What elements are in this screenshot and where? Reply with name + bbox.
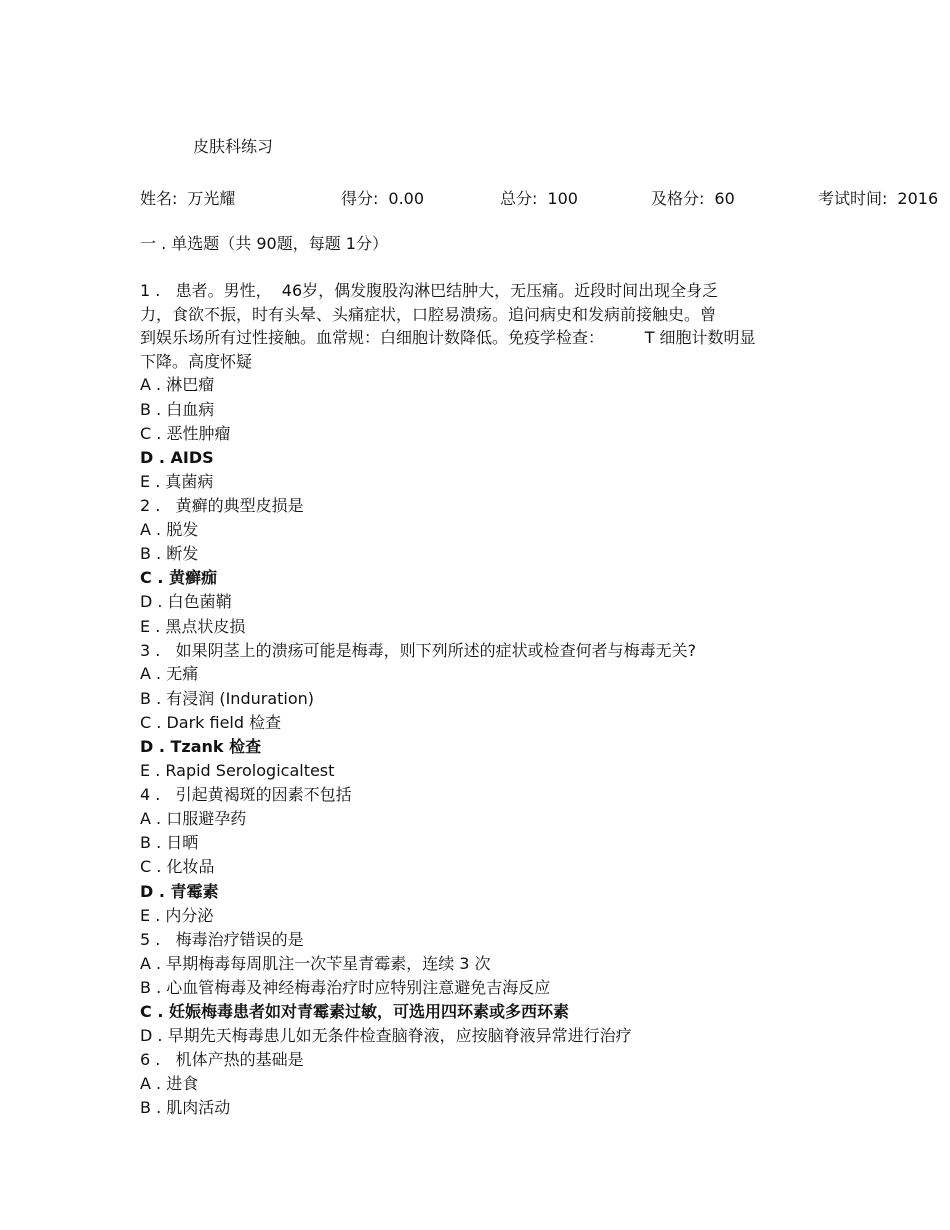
question-stem-line: [140, 303, 820, 327]
option-letter: D: [140, 881, 154, 901]
pass-label: 及格分:: [651, 189, 705, 208]
question-stem-line: [140, 928, 820, 952]
option-text: 脱发: [166, 519, 199, 539]
question-stem-line: [140, 279, 820, 303]
option-letter: A: [140, 664, 151, 684]
option-text: 黑点状皮损: [165, 616, 246, 636]
answer-option: A . 无痛: [140, 664, 199, 684]
answer-option: B . 有浸润 (Induration): [140, 688, 315, 708]
answer-option: E . Rapid Serologicaltest: [140, 761, 335, 781]
option-letter: E: [140, 472, 151, 492]
option-letter: B: [140, 977, 151, 997]
answer-option: B . 白血病: [140, 399, 215, 419]
question-block: [140, 494, 820, 639]
question-list: [140, 279, 820, 1120]
section-title: 一 . 单选题（共 90题，每题 1分）: [140, 234, 388, 253]
option-letter: D: [140, 447, 154, 467]
option-letter: B: [140, 688, 151, 708]
option-text: 内分泌: [165, 905, 214, 925]
option-letter: C: [140, 857, 152, 877]
option-letter: D: [140, 592, 153, 612]
option-text: Tzank 检查: [170, 737, 262, 756]
option-text: 口服避孕药: [166, 808, 247, 828]
question-stem-text: 如果阴茎上的溃疡可能是梅毒，则下列所述的症状或检查何者与梅毒无关?: [175, 640, 697, 660]
name-info: [140, 188, 235, 210]
answer-option: D . 早期先天梅毒患儿如无条件检查脑脊液，应按脑脊液异常进行治疗: [140, 1026, 632, 1046]
question-number: 5 .: [140, 929, 161, 949]
option-text: 心血管梅毒及神经梅毒治疗时应特别注意避免吉海反应: [166, 977, 551, 997]
question-block: [140, 279, 820, 494]
pass-info: [651, 188, 735, 210]
option-letter: C: [140, 712, 152, 732]
option-text: 断发: [166, 544, 199, 564]
option-text: 早期梅毒每周肌注一次苄星青霉素，连续 3 次: [166, 953, 491, 973]
question-stem-text: 力，食欲不振，时有头晕、头痛症状，口腔易溃疡。追问病史和发病前接触史。曾: [140, 304, 717, 324]
answer-option: D . AIDS: [140, 447, 214, 467]
option-letter: D: [140, 1026, 153, 1046]
question-stem-text: 到娱乐场所有过性接触。血常规：白细胞计数降低。免疫学检查： T 细胞计数明显: [140, 328, 756, 348]
option-text: 有浸润 (Induration): [166, 688, 315, 708]
question-stem-text: 患者。男性， 46岁，偶发腹股沟淋巴结肿大，无压痛。近段时间出现全身乏: [175, 281, 719, 300]
option-text: 日晒: [166, 833, 199, 853]
question-block: [140, 783, 820, 928]
question-stem-line: [140, 494, 820, 518]
option-letter: B: [140, 833, 151, 853]
question-stem-text: 机体产热的基础是: [175, 1050, 304, 1070]
time-info: [818, 188, 938, 210]
total-info: [500, 188, 578, 210]
question-number: 6 .: [140, 1050, 161, 1070]
option-letter: E: [140, 905, 151, 925]
answer-option: A . 进食: [140, 1073, 199, 1093]
name-value: 万光耀: [187, 189, 236, 208]
question-stem-line: [140, 1048, 820, 1072]
total-label: 总分:: [500, 189, 538, 208]
question-stem-text: 引起黄褐斑的因素不包括: [175, 785, 352, 805]
total-value: 100: [547, 189, 578, 208]
answer-option: C . 恶性肿瘤: [140, 423, 231, 443]
option-text: 进食: [166, 1073, 199, 1093]
option-letter: C: [140, 568, 152, 588]
option-text: 淋巴瘤: [166, 375, 215, 395]
option-letter: B: [140, 399, 151, 419]
option-text: 无痛: [166, 664, 199, 684]
option-letter: A: [140, 808, 151, 828]
option-text: 黄癣痂: [168, 568, 217, 588]
option-letter: C: [140, 423, 152, 443]
option-text: 真菌病: [165, 472, 214, 492]
option-letter: B: [140, 544, 151, 564]
option-letter: A: [140, 953, 151, 973]
option-text: 妊娠梅毒患者如对青霉素过敏，可选用四环素或多西环素: [168, 1001, 569, 1021]
answer-option: E . 真菌病: [140, 472, 214, 492]
option-letter: A: [140, 519, 151, 539]
answer-option: A . 早期梅毒每周肌注一次苄星青霉素，连续 3 次: [140, 953, 491, 973]
question-stem-text: 下降。高度怀疑: [140, 351, 253, 371]
option-letter: B: [140, 1098, 151, 1118]
answer-option: A . 脱发: [140, 519, 199, 539]
option-text: Rapid Serologicaltest: [165, 761, 335, 781]
answer-option: E . 内分泌: [140, 905, 214, 925]
option-text: 白血病: [166, 399, 215, 419]
option-text: AIDS: [170, 447, 214, 467]
question-number: 2 .: [140, 496, 161, 516]
time-value: 2016: [897, 189, 939, 208]
option-text: 化妆品: [166, 857, 215, 877]
question-block: [140, 1048, 820, 1120]
option-text: Dark field 检查: [166, 712, 282, 732]
answer-option: A . 口服避孕药: [140, 808, 247, 828]
question-number: 4 .: [140, 785, 161, 805]
option-letter: A: [140, 1073, 151, 1093]
answer-option: A . 淋巴瘤: [140, 375, 215, 395]
answer-option: B . 断发: [140, 544, 199, 564]
answer-option: B . 肌肉活动: [140, 1098, 231, 1118]
option-letter: C: [140, 1001, 152, 1021]
option-letter: E: [140, 761, 151, 781]
option-letter: D: [140, 737, 154, 756]
question-block: [140, 928, 820, 1048]
question-stem-line: [140, 350, 820, 374]
score-label: 得分:: [341, 189, 379, 208]
score-value: 0.00: [388, 189, 425, 208]
answer-option: B . 日晒: [140, 833, 199, 853]
answer-option: C . 化妆品: [140, 857, 215, 877]
question-stem-line: [140, 783, 820, 807]
answer-option: C . Dark field 检查: [140, 712, 282, 732]
time-label: 考试时间:: [818, 189, 888, 208]
page-title: 皮肤科练习: [193, 137, 274, 156]
question-stem-line: [140, 639, 820, 663]
question-block: [140, 639, 820, 784]
answer-option: E . 黑点状皮损: [140, 616, 246, 636]
exam-info-row: [0, 188, 950, 210]
question-number: 1 .: [140, 281, 161, 300]
answer-option: D . Tzank 检查: [140, 737, 262, 756]
question-stem-line: [140, 326, 820, 350]
option-letter: E: [140, 616, 151, 636]
score-info: [341, 188, 424, 210]
option-text: 白色菌鞘: [167, 592, 232, 612]
pass-value: 60: [714, 189, 735, 208]
answer-option: D . 青霉素: [140, 881, 219, 901]
name-label: 姓名:: [140, 189, 178, 208]
option-text: 青霉素: [170, 881, 219, 901]
question-stem-text: 梅毒治疗错误的是: [175, 929, 304, 949]
option-text: 早期先天梅毒患儿如无条件检查脑脊液，应按脑脊液异常进行治疗: [167, 1026, 632, 1046]
answer-option: C . 黄癣痂: [140, 568, 217, 588]
answer-option: B . 心血管梅毒及神经梅毒治疗时应特别注意避免吉海反应: [140, 977, 551, 997]
answer-option: C . 妊娠梅毒患者如对青霉素过敏，可选用四环素或多西环素: [140, 1001, 569, 1021]
option-text: 肌肉活动: [166, 1098, 231, 1118]
answer-option: D . 白色菌鞘: [140, 592, 232, 612]
option-text: 恶性肿瘤: [166, 423, 231, 443]
option-letter: A: [140, 375, 151, 395]
question-number: 3 .: [140, 640, 161, 660]
question-stem-text: 黄癣的典型皮损是: [175, 496, 304, 516]
